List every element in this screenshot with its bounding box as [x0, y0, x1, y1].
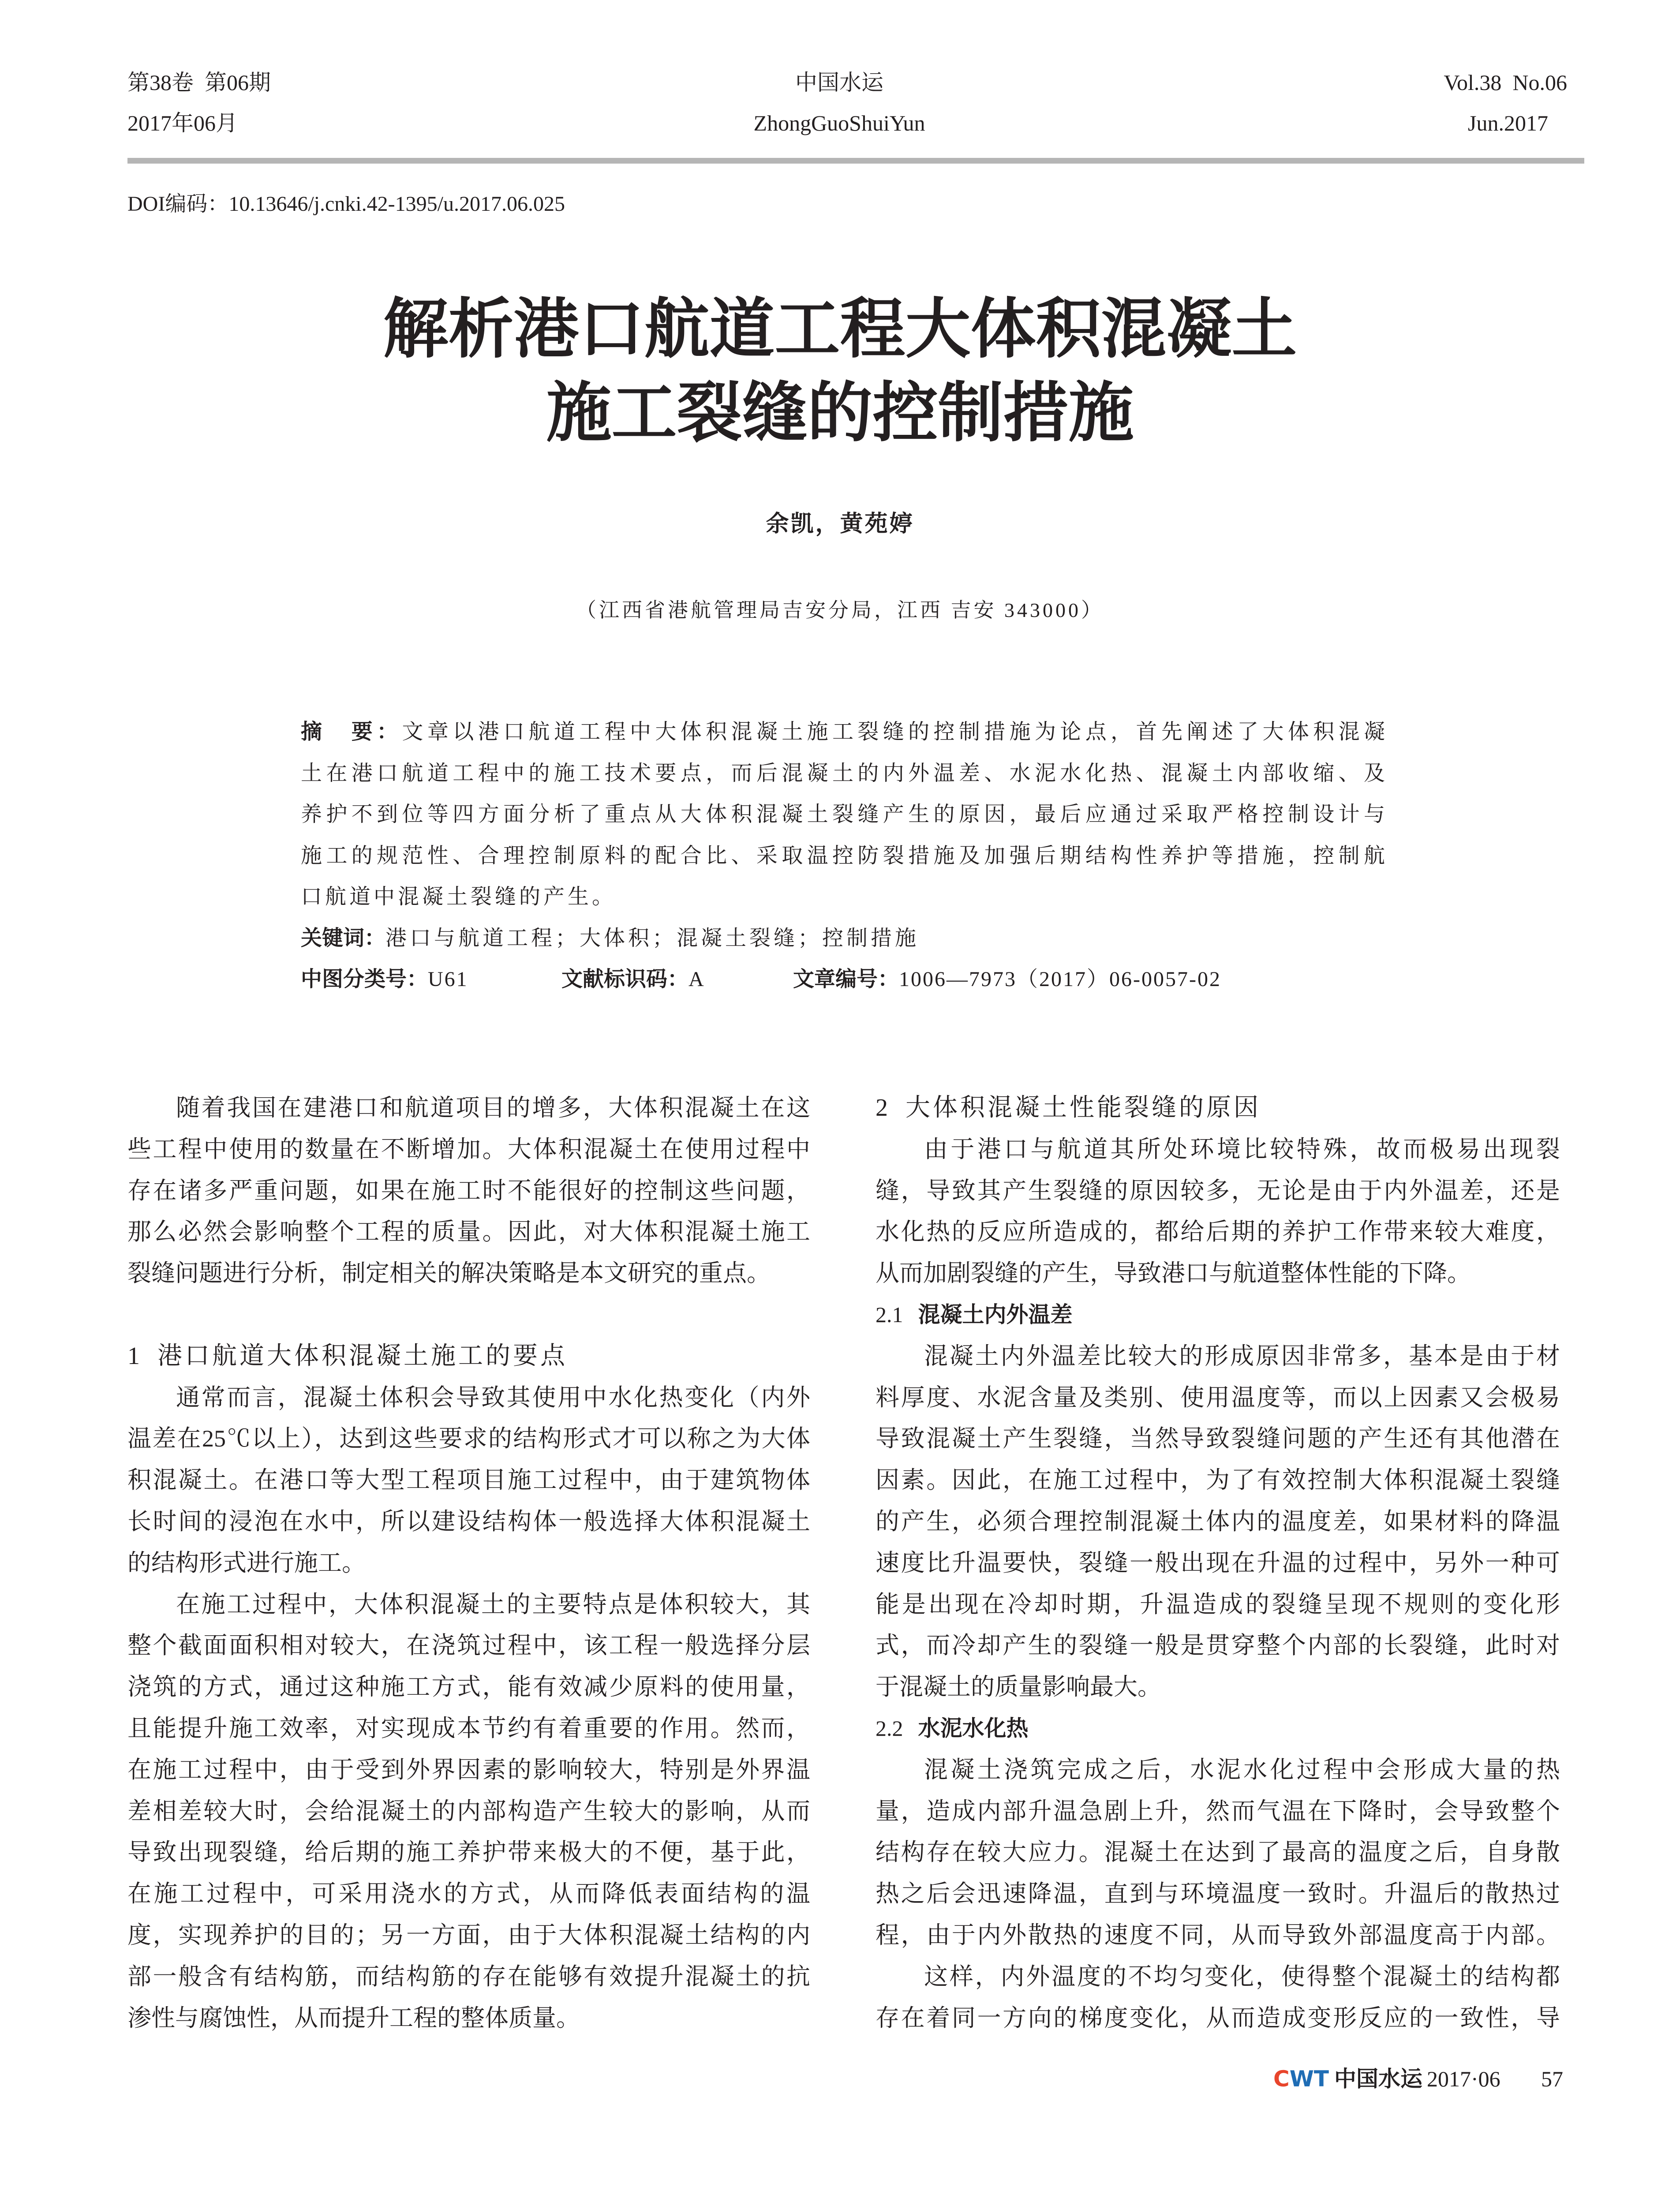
text-line: 混凝土浇筑完成之后，水泥水化过程中会形成大量的热 — [924, 1756, 1560, 1783]
text-line: 混凝土内外温差比较大的形成原因非常多，基本是由于材 — [924, 1342, 1560, 1369]
header-date-en: Jun.2017 — [1468, 111, 1548, 135]
classification-line — [301, 959, 1385, 1000]
subsection-2-2-paragraph-1 — [876, 1749, 1560, 1956]
text-line: 速度比升温要快，裂缝一般出现在升温的过程中，另外一种可 — [876, 1549, 1560, 1576]
text-line: 存在着同一方向的梯度变化，从而造成变形反应的一致性，导 — [876, 2004, 1560, 2031]
subsection-number: 2.1 — [876, 1302, 903, 1327]
article-title-line-1: 解析港口航道工程大体积混凝土 — [383, 294, 1297, 366]
text-line: 缝，导致其产生裂缝的原因较多，无论是由于内外温差，还是 — [876, 1177, 1560, 1204]
page-number: 57 — [1541, 2067, 1563, 2091]
doi-line: DOI编码：10.13646/j.cnki.42-1395/u.2017.06.025 — [127, 192, 565, 216]
header-volume-issue: 第38卷 第06期 — [127, 70, 271, 95]
keywords-label: 关键词： — [301, 925, 386, 950]
text-line: 部一般含有结构筋，而结构筋的存在能够有效提升混凝土的抗 — [127, 1963, 810, 1990]
text-line: 裂缝问题进行分析，制定相关的解决策略是本文研究的重点。 — [127, 1260, 771, 1287]
affiliation: （江西省港航管理局吉安分局，江西 吉安 343000） — [576, 599, 1104, 621]
article-number-value: 1006—7973（2017）06-0057-02 — [899, 968, 1221, 991]
text-line: 在施工过程中，大体积混凝土的主要特点是体积较大，其 — [176, 1591, 810, 1618]
text-line: 且能提升施工效率，对实现成本节约有着重要的作用。然而， — [127, 1715, 810, 1742]
clc-value: U61 — [428, 968, 468, 991]
text-line: 随着我国在建港口和航道项目的增多，大体积混凝土在这 — [176, 1095, 810, 1121]
text-line: 程，由于内外散热的速度不同，从而导致外部温度高于内部。 — [876, 1921, 1560, 1948]
abstract-text: 文章以港口航道工程中大体积混凝土施工裂缝的控制措施为论点，首先阐述了大体积混凝 — [402, 720, 1385, 744]
section-1-paragraph-2 — [127, 1584, 810, 2039]
subsection-title: 水泥水化热 — [918, 1715, 1029, 1741]
text-line: 长时间的浸泡在水中，所以建设结构体一般选择大体积混凝土 — [127, 1508, 810, 1535]
text-line: 结构存在较大应力。混凝土在达到了最高的温度之后，自身散 — [876, 1839, 1560, 1866]
text-line: 从而加剧裂缝的产生，导致港口与航道整体性能的下降。 — [876, 1260, 1471, 1287]
article-number — [793, 959, 1221, 1000]
text-line: 度，实现养护的目的；另一方面，由于大体积混凝土结构的内 — [127, 1921, 810, 1948]
text-line: 导致混凝土产生裂缝，当然导致裂缝问题的产生还有其他潜在 — [876, 1425, 1560, 1452]
text-line: 热之后会迅速降温，直到与环境温度一致时。升温后的散热过 — [876, 1880, 1560, 1907]
text-line: 存在诸多严重问题，如果在施工时不能很好的控制这些问题， — [127, 1177, 810, 1204]
document-code-value: A — [688, 968, 705, 991]
abstract-line: 土在港口航道工程中的施工技术要点，而后混凝土的内外温差、水泥水化热、混凝土内部收缩、及 — [301, 761, 1385, 785]
subsection-title: 混凝土内外温差 — [918, 1301, 1073, 1327]
abstract-line: 口航道中混凝土裂缝的产生。 — [301, 885, 617, 908]
section-1-paragraph-1 — [127, 1377, 810, 1584]
text-line: 在施工过程中，可采用浇水的方式，从而降低表面结构的温 — [127, 1880, 810, 1907]
article-number-label: 文章编号： — [793, 967, 899, 991]
text-line: 能是出现在冷却时期，升温造成的裂缝呈现不规则的变化形 — [876, 1591, 1560, 1618]
text-line: 量，造成内部升温急剧上升，然而气温在下降时，会导致整个 — [876, 1798, 1560, 1824]
intro-paragraph — [127, 1088, 810, 1294]
abstract-line: 施工的规范性、合理控制原料的配合比、采取温控防裂措施及加强后期结构性养护等措施，控制航 — [301, 844, 1385, 867]
logo-letter-c: C — [1273, 2066, 1290, 2092]
section-title: 大体积混凝土性能裂缝的原因 — [905, 1094, 1261, 1121]
section-title: 港口航道大体积混凝土施工的要点 — [157, 1342, 568, 1370]
text-line: 积混凝土。在港口等大型工程项目施工过程中，由于建筑物体 — [127, 1467, 810, 1494]
footer-journal-name: 中国水运 — [1334, 2067, 1422, 2091]
subsection-2-1-paragraph — [876, 1336, 1560, 1708]
abstract-line: 养护不到位等四方面分析了重点从大体积混凝土裂缝产生的原因，最后应通过采取严格控制设计与 — [301, 803, 1385, 826]
header-journal-pinyin: ZhongGuoShuiYun — [753, 111, 925, 135]
text-line: 水化热的反应所造成的，都给后期的养护工作带来较大难度， — [876, 1218, 1560, 1245]
clc-label: 中图分类号： — [301, 967, 428, 991]
subsection-2-2-heading — [876, 1708, 1560, 1749]
right-column — [876, 1088, 1560, 2039]
text-line: 差相差较大时，会给混凝土的内部构造产生较大的影响，从而 — [127, 1798, 810, 1824]
text-line: 导致出现裂缝，给后期的施工养护带来极大的不便，基于此， — [127, 1839, 810, 1866]
document-code-label: 文献标识码： — [561, 967, 689, 991]
text-line: 的结构形式进行施工。 — [127, 1549, 366, 1576]
footer-issue: 2017·06 — [1427, 2067, 1500, 2091]
document-code — [561, 959, 705, 1000]
abstract-line — [301, 711, 1385, 753]
article-title-line-2: 施工裂缝的控制措施 — [546, 377, 1134, 450]
header-journal-name: 中国水运 — [795, 70, 883, 95]
subsection-2-1-heading — [876, 1294, 1560, 1336]
text-line: 整个截面面积相对较大，在浇筑过程中，该工程一般选择分层 — [127, 1632, 810, 1659]
text-line: 这样，内外温度的不均匀变化，使得整个混凝土的结构都 — [924, 1963, 1560, 1990]
authors: 余凯，黄苑婷 — [766, 511, 914, 537]
text-line: 因素。因此，在施工过程中，为了有效控制大体积混凝土裂缝 — [876, 1467, 1560, 1494]
text-line: 式，而冷却产生的裂缝一般是贯穿整个内部的长裂缝，此时对 — [876, 1632, 1560, 1659]
abstract-label: 摘 要： — [301, 719, 402, 744]
text-line: 那么必然会影响整个工程的质量。因此，对大体积混凝土施工 — [127, 1218, 810, 1245]
logo-letters-wt: WT — [1289, 2066, 1329, 2092]
text-line: 温差在25℃以上），达到这些要求的结构形式才可以称之为大体 — [127, 1425, 810, 1452]
text-line: 浇筑的方式，通过这种施工方式，能有效减少原料的使用量， — [127, 1674, 810, 1700]
keywords-line — [301, 918, 1385, 959]
keywords-text: 港口与航道工程；大体积；混凝土裂缝；控制措施 — [385, 926, 920, 950]
text-line: 料厚度、水泥含量及类别、使用温度等，而以上因素又会极易 — [876, 1384, 1560, 1411]
clc-number — [301, 959, 468, 1000]
section-number: 1 — [127, 1342, 142, 1370]
journal-logo — [1273, 2066, 1329, 2092]
text-line: 于混凝土的质量影响最大。 — [876, 1674, 1161, 1700]
section-1-heading — [127, 1336, 810, 1377]
header-rule — [127, 158, 1584, 164]
header-date: 2017年06月 — [127, 111, 238, 135]
subsection-number: 2.2 — [876, 1715, 903, 1741]
text-line: 通常而言，混凝土体积会导致其使用中水化热变化（内外 — [176, 1384, 810, 1411]
section-2-heading — [876, 1088, 1560, 1129]
abstract-block — [301, 711, 1385, 1000]
text-line: 在施工过程中，由于受到外界因素的影响较大，特别是外界温 — [127, 1756, 810, 1783]
text-line: 些工程中使用的数量在不断增加。大体积混凝土在使用过程中 — [127, 1136, 810, 1162]
subsection-2-2-paragraph-2 — [876, 1956, 1560, 2039]
section-number: 2 — [876, 1094, 891, 1121]
section-2-intro-paragraph — [876, 1129, 1560, 1294]
paragraph-spacer — [127, 1294, 810, 1336]
header-volume-issue-en: Vol.38 No.06 — [1444, 70, 1567, 95]
text-line: 渗性与腐蚀性，从而提升工程的整体质量。 — [127, 2004, 580, 2031]
left-column — [127, 1088, 810, 2039]
text-line: 由于港口与航道其所处环境比较特殊，故而极易出现裂 — [924, 1136, 1560, 1162]
text-line: 的产生，必须合理控制混凝土体内的温度差，如果材料的降温 — [876, 1508, 1560, 1535]
